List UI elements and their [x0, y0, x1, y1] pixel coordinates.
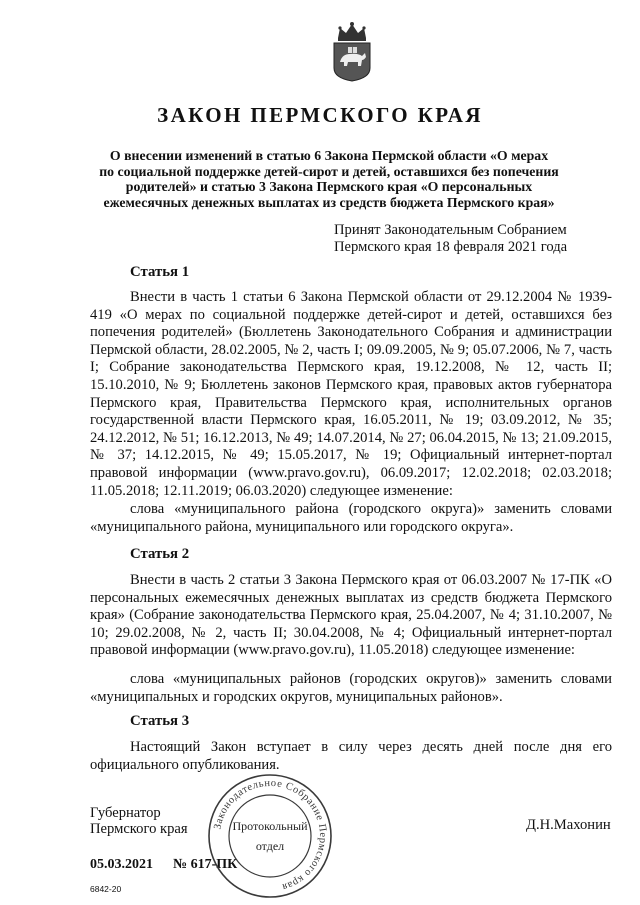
subtitle-line: по социальной поддержке детей-сирот и детей, оставшихся без попечения	[99, 163, 559, 179]
law-number: № 617-ПК	[173, 857, 238, 872]
subtitle-line: родителей» и статью 3 Закона Пермского края «О персональных	[125, 179, 533, 194]
article-paragraph: слова «муниципальных районов (городских округов)» заменить словами «муниципальных и городских округов, муниципальных районов».	[90, 671, 612, 705]
adoption-line: Принят Законодательным Собранием	[334, 222, 567, 238]
law-title: ЗАКОН ПЕРМСКОГО КРАЯ	[157, 103, 483, 127]
coat-of-arms-icon	[326, 20, 378, 82]
article-paragraph: слова «муниципального района (городского округа)» заменить словами «муниципального района, муниципального или городского округа».	[90, 501, 612, 535]
article-heading: Статья 3	[130, 713, 190, 729]
position-line: Пермского края	[90, 821, 188, 837]
seal-inner-line: Протокольный	[232, 819, 308, 833]
subtitle-line: ежемесячных денежных выплатах из средств бюджета Пермского края»	[103, 194, 555, 210]
article-paragraph: Внести в часть 2 статьи 3 Закона Пермского края от 06.03.2007 № 17-ПК «О персональных ежемесячных денежных выплатах из средств бюджета Пермского края» (Собрание законодательства Пермского края, 25.04.2007, № 4; 31.10.2007, № 10; 29.02.2008, № 2, часть II; 30.04.2008, № 4; Официальный интернет-портал правовой информации (www.pravo.gov.ru), 11.05.2018) следующее изменение:	[90, 572, 612, 659]
signing-date: 05.03.2021	[90, 857, 153, 872]
adoption-line: Пермского края 18 февраля 2021 года	[334, 239, 568, 255]
signatory-name: Д.Н.Махонин	[526, 817, 611, 833]
seal-stamp-icon	[206, 772, 334, 900]
seal-ring-text: Законодательное Собрание Пермского края	[212, 777, 329, 893]
seal-inner-line: отдел	[255, 839, 285, 853]
position-line: Губернатор	[90, 805, 161, 821]
document-code: 6842-20	[90, 884, 122, 894]
article-paragraph: Внести в часть 1 статьи 6 Закона Пермской области от 29.12.2004 № 1939-419 «О мерах по социальной поддержке детей-сирот и детей, оставшихся без попечения родителей» (Бюллетень Законодательного Собрания и администрации Пермской области, 28.02.2005, № 2, часть I; 09.09.2005, № 9; 05.07.2006, № 7, часть I; Собрание законодательства Пермского края, 19.12.2008, № 12, часть II; 15.10.2010, № 9; Бюллетень законов Пермского края, правовых актов губернатора Пермского края, Правительства Пермского края, исполнительных органов государственной власти Пермского края, 16.05.2011, № 19; 03.09.2012, № 35; 24.12.2012, № 51; 16.12.2013, № 49; 14.07.2014, № 27; 06.04.2015, № 13; 21.09.2015, № 37; 14.12.2015, № 49; 15.05.2017, № 19; Официальный интернет-портал правовой информации (www.pravo.gov.ru), 06.09.2017; 12.02.2018; 02.03.2018; 11.05.2018; 12.11.2019; 06.03.2020) следующее изменение:	[90, 289, 612, 499]
article-heading: Статья 2	[130, 546, 190, 562]
article-paragraph: Настоящий Закон вступает в силу через десять дней после дня его официального опубликования.	[90, 739, 612, 773]
signatory-position	[90, 805, 188, 837]
adoption-note	[334, 222, 567, 256]
law-subtitle	[88, 148, 570, 210]
subtitle-line: О внесении изменений в статью 6 Закона Пермской области «О мерах	[109, 148, 549, 163]
article-heading: Статья 1	[130, 264, 190, 280]
